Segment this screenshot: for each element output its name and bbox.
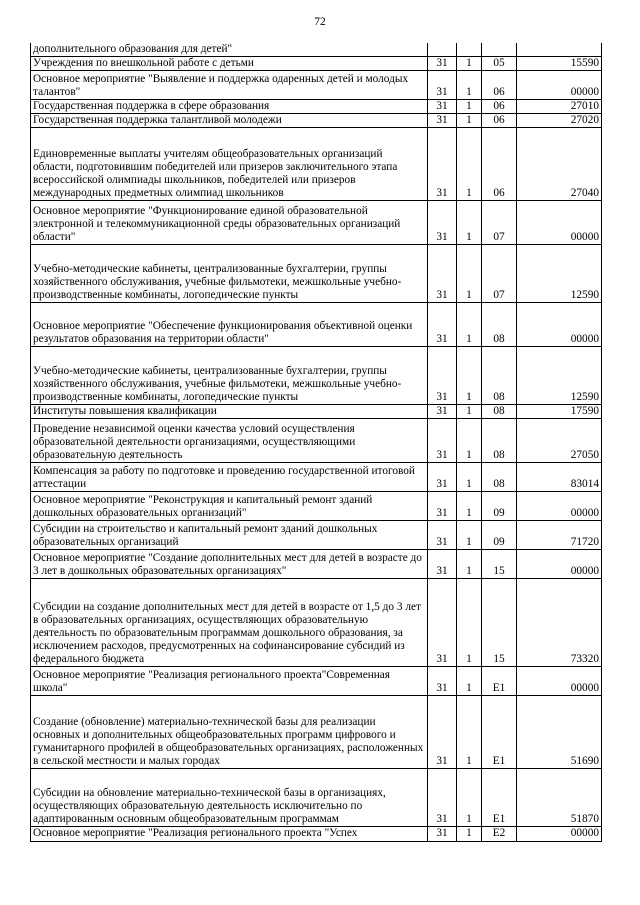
row-name-cell: Учебно-методические кабинеты, централизованные бухгалтерии, группы хозяйственного обслуживания, учебные фильмотеки, межшкольные учебно-производственные комбинаты, логопедические пункты <box>31 347 428 405</box>
activity-code-cell: 08 <box>482 347 517 405</box>
activity-code-cell: 09 <box>482 492 517 521</box>
subprogram-code-cell: 1 <box>457 550 482 579</box>
table-row <box>31 128 602 201</box>
expense-code-cell: 27010 <box>517 100 602 114</box>
subprogram-code-cell <box>457 43 482 57</box>
row-name-cell: Государственная поддержка талантливой молодежи <box>31 114 428 128</box>
expense-code-cell: 17590 <box>517 405 602 419</box>
row-name-cell: Единовременные выплаты учителям общеобразовательных организаций области, подготовившим победителей или призеров заключительного этапа всероссийской олимпиады школьников, победителей или призеров международных предметных олимпиад школьников <box>31 128 428 201</box>
expense-code-cell: 51690 <box>517 696 602 769</box>
activity-code-cell: 08 <box>482 405 517 419</box>
row-name-cell: Государственная поддержка в сфере образования <box>31 100 428 114</box>
expense-code-cell: 27020 <box>517 114 602 128</box>
table-row <box>31 419 602 463</box>
row-name-cell: Субсидии на обновление материально-технической базы в организациях, осуществляющих образовательную деятельность исключительно по адаптированным основным общеобразовательным программам <box>31 769 428 827</box>
table-row <box>31 347 602 405</box>
subprogram-code-cell: 1 <box>457 579 482 667</box>
row-name-cell: Учебно-методические кабинеты, централизованные бухгалтерии, группы хозяйственного обслуживания, учебные фильмотеки, межшкольные учебно-производственные комбинаты, логопедические пункты <box>31 245 428 303</box>
page-number: 72 <box>314 16 326 28</box>
activity-code-cell <box>482 43 517 57</box>
table-row <box>31 71 602 100</box>
table-row <box>31 303 602 347</box>
table-row <box>31 201 602 245</box>
table-row <box>31 492 602 521</box>
expense-code-cell: 73320 <box>517 579 602 667</box>
subprogram-code-cell: 1 <box>457 521 482 550</box>
activity-code-cell: 06 <box>482 128 517 201</box>
subprogram-code-cell: 1 <box>457 303 482 347</box>
expense-code-cell: 00000 <box>517 71 602 100</box>
table-row <box>31 579 602 667</box>
activity-code-cell: E1 <box>482 769 517 827</box>
activity-code-cell: 06 <box>482 100 517 114</box>
subprogram-code-cell: 1 <box>457 492 482 521</box>
program-code-cell: 31 <box>428 827 457 841</box>
activity-code-cell: 08 <box>482 419 517 463</box>
subprogram-code-cell: 1 <box>457 57 482 71</box>
program-code-cell: 31 <box>428 100 457 114</box>
program-code-cell: 31 <box>428 769 457 827</box>
row-name-cell: дополнительного образования для детей" <box>31 43 428 57</box>
table-row <box>31 696 602 769</box>
activity-code-cell: 06 <box>482 114 517 128</box>
row-name-cell: Основное мероприятие "Функционирование единой образовательной электронной и телекоммуникационной среды образовательных организаций области" <box>31 201 428 245</box>
row-name-cell: Учреждения по внешкольной работе с детьми <box>31 57 428 71</box>
expense-code-cell: 00000 <box>517 201 602 245</box>
activity-code-cell: E2 <box>482 827 517 841</box>
expense-code-cell: 51870 <box>517 769 602 827</box>
expense-code-cell: 71720 <box>517 521 602 550</box>
program-code-cell: 31 <box>428 696 457 769</box>
row-name-cell: Основное мероприятие "Выявление и поддержка одаренных детей и молодых талантов" <box>31 71 428 100</box>
activity-code-cell: E1 <box>482 667 517 696</box>
activity-code-cell: 05 <box>482 57 517 71</box>
table-row <box>31 100 602 114</box>
expense-code-cell <box>517 43 602 57</box>
subprogram-code-cell: 1 <box>457 347 482 405</box>
row-name-cell: Основное мероприятие "Создание дополнительных мест для детей в возрасте до 3 лет в дошкольных образовательных организациях" <box>31 550 428 579</box>
subprogram-code-cell: 1 <box>457 463 482 492</box>
table-row <box>31 769 602 827</box>
row-name-cell: Проведение независимой оценки качества условий осуществления образовательной деятельности организациями, осуществляющими образовательную деятельность <box>31 419 428 463</box>
subprogram-code-cell: 1 <box>457 71 482 100</box>
activity-code-cell: 15 <box>482 579 517 667</box>
row-name-cell: Основное мероприятие "Обеспечение функционирования объективной оценки результатов образования на территории области" <box>31 303 428 347</box>
table-row <box>31 245 602 303</box>
expense-code-cell: 00000 <box>517 303 602 347</box>
table-row <box>31 667 602 696</box>
expense-code-cell: 83014 <box>517 463 602 492</box>
table-row <box>31 521 602 550</box>
row-name-cell: Субсидии на строительство и капитальный ремонт зданий дошкольных образовательных организаций <box>31 521 428 550</box>
table-body <box>31 43 602 841</box>
program-code-cell: 31 <box>428 201 457 245</box>
program-code-cell: 31 <box>428 303 457 347</box>
row-name-cell: Основное мероприятие "Реализация регионального проекта "Успех <box>31 827 428 841</box>
activity-code-cell: 07 <box>482 245 517 303</box>
subprogram-code-cell: 1 <box>457 667 482 696</box>
table-row <box>31 463 602 492</box>
subprogram-code-cell: 1 <box>457 769 482 827</box>
expense-code-cell: 00000 <box>517 550 602 579</box>
activity-code-cell: E1 <box>482 696 517 769</box>
table-row <box>31 405 602 419</box>
expense-code-cell: 00000 <box>517 492 602 521</box>
row-name-cell: Институты повышения квалификации <box>31 405 428 419</box>
subprogram-code-cell: 1 <box>457 114 482 128</box>
subprogram-code-cell: 1 <box>457 827 482 841</box>
activity-code-cell: 08 <box>482 303 517 347</box>
program-code-cell: 31 <box>428 667 457 696</box>
program-code-cell: 31 <box>428 550 457 579</box>
program-code-cell: 31 <box>428 245 457 303</box>
table-row <box>31 550 602 579</box>
table-row <box>31 43 602 57</box>
table-row <box>31 57 602 71</box>
row-name-cell: Основное мероприятие "Реализация регионального проекта"Современная школа" <box>31 667 428 696</box>
row-name-cell: Создание (обновление) материально-технической базы для реализации основных и дополнительных общеобразовательных программ цифрового и гуманитарного профилей в общеобразовательных организациях, расположенных в сельской местности и малых городах <box>31 696 428 769</box>
row-name-cell: Субсидии на создание дополнительных мест для детей в возрасте от 1,5 до 3 лет в образовательных организациях, осуществляющих образовательную деятельность по образовательным программам дошкольного образования, за исключением расходов, предусмотренных на софинансирование субсидий из федерального бюджета <box>31 579 428 667</box>
program-code-cell: 31 <box>428 419 457 463</box>
expense-code-cell: 15590 <box>517 57 602 71</box>
program-code-cell: 31 <box>428 71 457 100</box>
subprogram-code-cell: 1 <box>457 405 482 419</box>
table-row <box>31 827 602 841</box>
subprogram-code-cell: 1 <box>457 201 482 245</box>
activity-code-cell: 09 <box>482 521 517 550</box>
program-code-cell: 31 <box>428 114 457 128</box>
subprogram-code-cell: 1 <box>457 419 482 463</box>
program-code-cell: 31 <box>428 463 457 492</box>
activity-code-cell: 15 <box>482 550 517 579</box>
row-name-cell: Основное мероприятие "Реконструкция и капитальный ремонт зданий дошкольных образовательных организаций" <box>31 492 428 521</box>
row-name-cell: Компенсация за работу по подготовке и проведению государственной итоговой аттестации <box>31 463 428 492</box>
activity-code-cell: 08 <box>482 463 517 492</box>
subprogram-code-cell: 1 <box>457 100 482 114</box>
expense-code-cell: 12590 <box>517 347 602 405</box>
subprogram-code-cell: 1 <box>457 245 482 303</box>
program-code-cell: 31 <box>428 492 457 521</box>
program-code-cell <box>428 43 457 57</box>
program-code-cell: 31 <box>428 405 457 419</box>
program-code-cell: 31 <box>428 128 457 201</box>
expense-code-cell: 27050 <box>517 419 602 463</box>
program-code-cell: 31 <box>428 57 457 71</box>
expense-code-cell: 00000 <box>517 667 602 696</box>
subprogram-code-cell: 1 <box>457 128 482 201</box>
activity-code-cell: 06 <box>482 71 517 100</box>
activity-code-cell: 07 <box>482 201 517 245</box>
expense-code-cell: 27040 <box>517 128 602 201</box>
program-code-cell: 31 <box>428 579 457 667</box>
expense-code-cell: 00000 <box>517 827 602 841</box>
budget-classification-table <box>30 43 602 842</box>
program-code-cell: 31 <box>428 347 457 405</box>
program-code-cell: 31 <box>428 521 457 550</box>
subprogram-code-cell: 1 <box>457 696 482 769</box>
expense-code-cell: 12590 <box>517 245 602 303</box>
table-row <box>31 114 602 128</box>
